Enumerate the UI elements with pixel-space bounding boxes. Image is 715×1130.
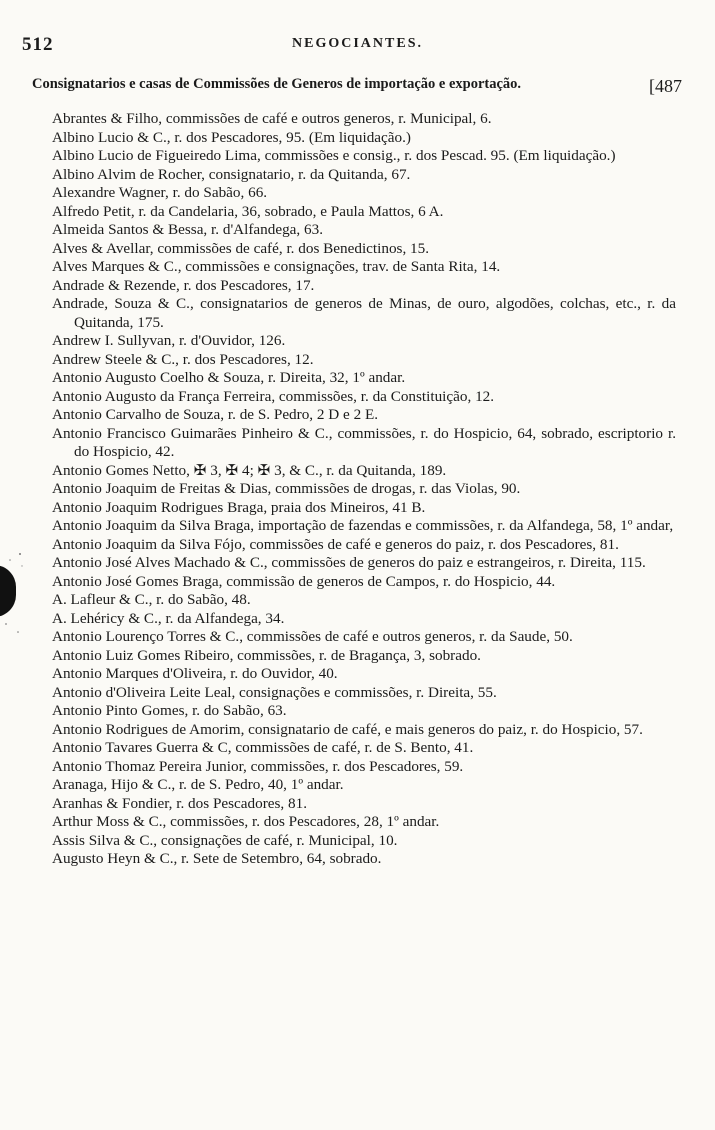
directory-entry: Antonio Francisco Guimarães Pinheiro & C., commissões, r. do Hospicio, 64, sobrado, escriptorio r. do Hospicio, 42. [52,424,676,460]
directory-entry: Alves & Avellar, commissões de café, r. dos Benedictinos, 15. [52,239,430,257]
directory-entry: Antonio Augusto Coelho & Souza, r. Direita, 32, 1º andar. [52,369,406,386]
directory-entry: Albino Lucio de Figueiredo Lima, commissões e consig., r. dos Pescad. 95. (Em liquidação.) [52,147,616,164]
directory-entry: Andrew I. Sullyvan, r. d'Ouvidor, 126. [52,332,286,349]
section-heading-text: Consignatarios e casas de Commissões de Generos de importação e exportação. [32,76,522,92]
directory-entry: Antonio Joaquim da Silva Fójo, commissões de café e generos do paiz, r. dos Pescadores, 81. [52,535,619,553]
directory-entry: Antonio Marques d'Oliveira, r. do Ouvidor, 40. [52,665,338,682]
directory-entry: Antonio Thomaz Pereira Junior, commissões, r. dos Pescadores, 59. [52,757,464,775]
directory-entry: Andrade, Souza & C., consignatarios de generos de Minas, de ouro, algodões, colchas, etc., r. da Quitanda, 175. [52,295,676,331]
directory-entry: Alves Marques & C., commissões e consignações, trav. de Santa Rita, 14. [52,258,501,275]
directory-entry: Antonio Joaquim Rodrigues Braga, praia dos Mineiros, 41 B. [52,498,426,516]
directory-entry: Aranaga, Hijo & C., r. de S. Pedro, 40, 1º andar. [52,776,344,793]
directory-entry: Albino Lucio & C., r. dos Pescadores, 95. (Em liquidação.) [52,128,411,146]
directory-entry: Antonio José Alves Machado & C., commissões de generos do paiz e estrangeiros, r. Direita, 115. [52,554,646,571]
running-head: NEGOCIANTES. [292,36,423,51]
directory-entry: Arthur Moss & C., commissões, r. dos Pescadores, 28, 1º andar. [52,813,440,830]
directory-entry: Assis Silva & C., consignações de café, r. Municipal, 10. [52,831,398,849]
directory-entry: Antonio Augusto da França Ferreira, commissões, r. da Constituição, 12. [52,387,495,405]
directory-entry: Abrantes & Filho, commissões de café e outros generos, r. Municipal, 6. [52,110,492,127]
directory-entry: A. Lafleur & C., r. do Sabão, 48. [52,591,251,608]
directory-entry: Alexandre Wagner, r. do Sabão, 66. [52,184,268,201]
directory-entry: Andrew Steele & C., r. dos Pescadores, 12. [52,350,314,368]
directory-entry: Antonio d'Oliveira Leite Leal, consignações e commissões, r. Direita, 55. [52,683,497,701]
directory-entry: Antonio Rodrigues de Amorim, consignatario de café, e mais generos do paiz, r. do Hospicio, 57. [52,720,643,738]
section-heading [32,76,682,97]
directory-entry-list [52,110,676,869]
page-number: 512 [22,34,54,55]
directory-entry: Augusto Heyn & C., r. Sete de Setembro, 64, sobrado. [52,850,382,867]
directory-entry: Antonio Carvalho de Souza, r. de S. Pedro, 2 D e 2 E. [52,406,379,423]
directory-entry: Antonio Luiz Gomes Ribeiro, commissões, r. de Bragança, 3, sobrado. [52,646,481,664]
directory-entry: Antonio Joaquim da Silva Braga, importação de fazendas e commissões, r. da Alfandega, 58, 1º andar, [52,517,674,534]
directory-entry: Antonio Gomes Netto, ✠ 3, ✠ 4; ✠ 3, & C., r. da Quitanda, 189. [52,461,447,479]
directory-entry: Antonio Tavares Guerra & C, commissões de café, r. de S. Bento, 41. [52,739,474,756]
directory-entry: Albino Alvim de Rocher, consignatario, r. da Quitanda, 67. [52,165,411,183]
directory-entry: Almeida Santos & Bessa, r. d'Alfandega, 63. [52,221,324,238]
section-code: [487 [649,76,682,96]
directory-entry: Antonio José Gomes Braga, commissão de generos de Campos, r. do Hospicio, 44. [52,572,556,590]
directory-entry: Alfredo Petit, r. da Candelaria, 36, sobrado, e Paula Mattos, 6 A. [52,202,444,220]
directory-entry: A. Lehéricy & C., r. da Alfandega, 34. [52,609,285,627]
print-specks [2,548,26,638]
directory-entry: Aranhas & Fondier, r. dos Pescadores, 81. [52,794,308,812]
directory-entry: Antonio Pinto Gomes, r. do Sabão, 63. [52,702,287,719]
directory-entry: Antonio Lourenço Torres & C., commissões de café e outros generos, r. da Saude, 50. [52,628,573,645]
directory-entry: Antonio Joaquim de Freitas & Dias, commissões de drogas, r. das Violas, 90. [52,480,521,497]
directory-entry: Andrade & Rezende, r. dos Pescadores, 17. [52,276,315,294]
